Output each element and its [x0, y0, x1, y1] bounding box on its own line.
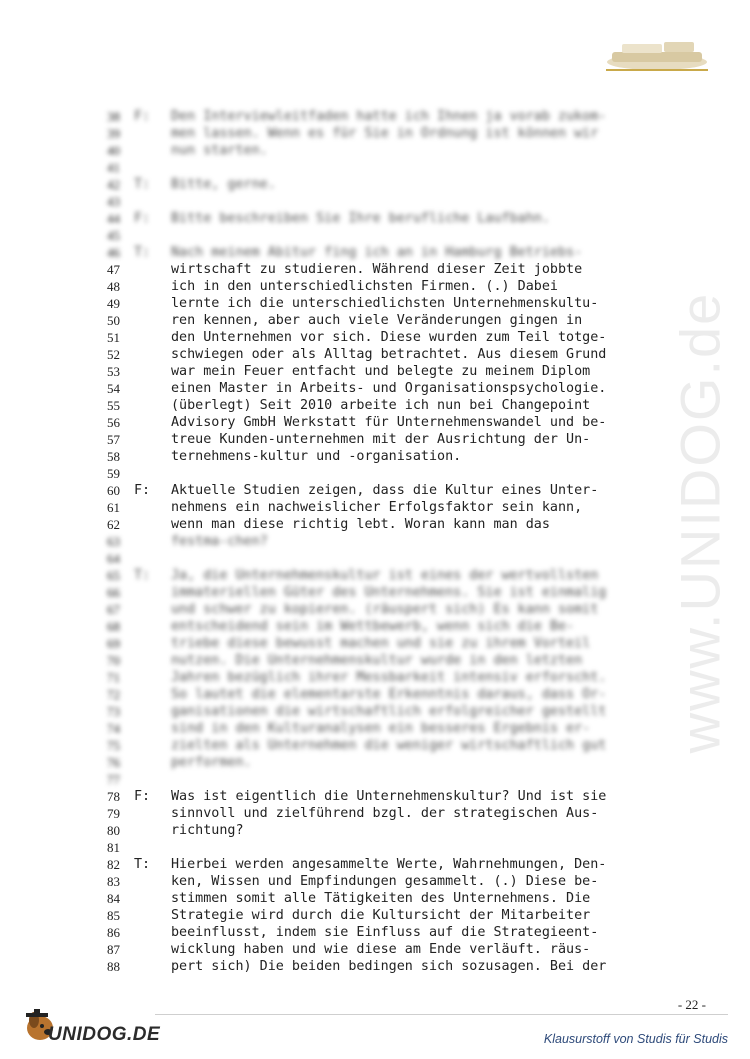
line-number: 52	[107, 347, 120, 362]
line-text: lernte ich die unterschiedlichsten Unternehmenskultu-	[171, 296, 599, 311]
speaker-label	[134, 125, 156, 142]
line-number: 43	[107, 194, 120, 209]
line-number: 45	[107, 228, 120, 243]
speaker-label	[134, 516, 156, 533]
speaker-label	[134, 907, 156, 924]
transcript-line	[100, 380, 680, 397]
top-logo-image	[602, 38, 712, 74]
line-text: Nach meinem Abitur fing ich an in Hamburg Betriebs-	[171, 245, 583, 260]
speaker-label	[134, 584, 156, 601]
footer-slogan: Klausurstoff von Studis für Studis	[543, 1032, 728, 1046]
line-text: ganisationen die wirtschaftlich erfolgreicher gestellt	[171, 704, 607, 719]
line-number: 39	[107, 126, 120, 141]
line-text: schwiegen oder als Alltag betrachtet. Aus diesem Grund	[171, 347, 607, 362]
transcript-line	[100, 176, 680, 193]
speaker-label	[134, 941, 156, 958]
speaker-label	[134, 924, 156, 941]
speaker-label	[134, 380, 156, 397]
speaker-label	[134, 261, 156, 278]
speaker-label: T:	[134, 177, 151, 192]
line-number: 86	[107, 925, 120, 940]
line-text	[171, 227, 680, 244]
line-number: 42	[107, 177, 120, 192]
brand-name: UNIDOG.DE	[48, 1024, 161, 1045]
speaker-label	[134, 805, 156, 822]
line-number: 82	[107, 857, 120, 872]
line-text: zielten als Unternehmen die weniger wirtschaftlich gut	[171, 738, 607, 753]
transcript-line	[100, 737, 680, 754]
transcript-line	[100, 499, 680, 516]
line-number: 48	[107, 279, 120, 294]
transcript-line	[100, 771, 680, 788]
line-number: 78	[107, 789, 120, 804]
transcript-line	[100, 244, 680, 261]
line-text: Ja, die Unternehmenskultur ist eines der wertvollsten	[171, 568, 599, 583]
speaker-label	[134, 635, 156, 652]
transcript-line	[100, 278, 680, 295]
line-number: 66	[107, 585, 120, 600]
transcript-line	[100, 822, 680, 839]
line-text: einen Master in Arbeits- und Organisationspsychologie.	[171, 381, 607, 396]
line-number: 77	[107, 772, 120, 787]
speaker-label	[134, 550, 156, 567]
transcript-line	[100, 448, 680, 465]
line-number: 63	[107, 534, 120, 549]
line-text: und schwer zu kopieren. (räuspert sich) Es kann somit	[171, 602, 599, 617]
speaker-label	[134, 822, 156, 839]
line-number: 64	[107, 551, 120, 566]
line-number: 79	[107, 806, 120, 821]
speaker-label	[134, 363, 156, 380]
line-number: 74	[107, 721, 120, 736]
speaker-label	[134, 618, 156, 635]
line-text	[171, 771, 680, 788]
speaker-label	[134, 414, 156, 431]
speaker-label	[134, 193, 156, 210]
speaker-label	[134, 669, 156, 686]
line-number: 75	[107, 738, 120, 753]
transcript-line	[100, 312, 680, 329]
transcript-line	[100, 159, 680, 176]
transcript-line	[100, 924, 680, 941]
line-text: Jahren bezüglich ihrer Messbarkeit intensiv erforscht.	[171, 670, 607, 685]
line-number: 68	[107, 619, 120, 634]
transcript-line	[100, 550, 680, 567]
line-text: richtung?	[171, 823, 244, 838]
line-number: 49	[107, 296, 120, 311]
footer-divider	[155, 1014, 728, 1015]
line-number: 71	[107, 670, 120, 685]
watermark-text: www.UNIDOG.de	[668, 291, 732, 754]
transcript-line	[100, 788, 680, 805]
line-number: 58	[107, 449, 120, 464]
line-text: stimmen somit alle Tätigkeiten des Unternehmens. Die	[171, 891, 591, 906]
transcript-line	[100, 482, 680, 499]
speaker-label: F:	[134, 483, 151, 498]
line-text: treue Kunden-unternehmen mit der Ausrichtung der Un-	[171, 432, 591, 447]
line-number: 69	[107, 636, 120, 651]
transcript-line	[100, 193, 680, 210]
line-text: nehmens ein nachweislicher Erfolgsfaktor sein kann,	[171, 500, 583, 515]
line-text: men lassen. Wenn es für Sie in Ordnung ist können wir	[171, 126, 599, 141]
transcript-line	[100, 618, 680, 635]
speaker-label	[134, 771, 156, 788]
line-text: sind in den Kulturanalysen ein besseres Ergebnis er-	[171, 721, 591, 736]
transcript-line	[100, 958, 680, 975]
line-text: nun starten.	[171, 143, 268, 158]
line-number: 56	[107, 415, 120, 430]
line-number: 62	[107, 517, 120, 532]
line-text: Den Interviewleitfaden hatte ich Ihnen ja vorab zukom-	[171, 109, 607, 124]
speaker-label	[134, 278, 156, 295]
line-number: 55	[107, 398, 120, 413]
transcript-line	[100, 431, 680, 448]
transcript-line	[100, 754, 680, 771]
line-number: 83	[107, 874, 120, 889]
transcript-line	[100, 703, 680, 720]
transcript-line	[100, 652, 680, 669]
line-text: ren kennen, aber auch viele Veränderungen gingen in	[171, 313, 583, 328]
speaker-label: T:	[134, 568, 151, 583]
speaker-label: F:	[134, 211, 151, 226]
line-number: 65	[107, 568, 120, 583]
line-number: 80	[107, 823, 120, 838]
line-number: 85	[107, 908, 120, 923]
line-text	[171, 465, 680, 482]
speaker-label	[134, 652, 156, 669]
speaker-label	[134, 431, 156, 448]
speaker-label	[134, 873, 156, 890]
line-text	[171, 839, 680, 856]
line-text: wirtschaft zu studieren. Während dieser Zeit jobbte	[171, 262, 583, 277]
line-number: 81	[107, 840, 120, 855]
speaker-label	[134, 890, 156, 907]
transcript-line	[100, 142, 680, 159]
line-text: Aktuelle Studien zeigen, dass die Kultur eines Unter-	[171, 483, 599, 498]
line-number: 51	[107, 330, 120, 345]
page-number: - 22 -	[677, 997, 706, 1012]
speaker-label	[134, 295, 156, 312]
speaker-label: F:	[134, 109, 151, 124]
transcript-line	[100, 125, 680, 142]
line-text: Bitte beschreiben Sie Ihre berufliche Laufbahn.	[171, 211, 550, 226]
line-text: wicklung haben und wie diese am Ende verläuft. räus-	[171, 942, 591, 957]
speaker-label: F:	[134, 789, 151, 804]
line-text: So lautet die elementarste Erkenntnis daraus, dass Or-	[171, 687, 607, 702]
line-text: ternehmens-kultur und -organisation.	[171, 449, 462, 464]
speaker-label	[134, 397, 156, 414]
line-number: 50	[107, 313, 120, 328]
speaker-label	[134, 465, 156, 482]
line-number: 84	[107, 891, 120, 906]
transcript-line	[100, 363, 680, 380]
transcript-line	[100, 941, 680, 958]
speaker-label: T:	[134, 245, 151, 260]
transcript-line	[100, 907, 680, 924]
line-number: 57	[107, 432, 120, 447]
line-text: den Unternehmen vor sich. Diese wurden zum Teil totge-	[171, 330, 607, 345]
transcript-line	[100, 210, 680, 227]
line-number: 61	[107, 500, 120, 515]
line-number: 46	[107, 245, 120, 260]
line-number: 47	[107, 262, 120, 277]
line-number: 72	[107, 687, 120, 702]
transcript-line	[100, 890, 680, 907]
line-number: 40	[107, 143, 120, 158]
transcript-body	[100, 108, 680, 975]
line-number: 38	[107, 109, 120, 124]
speaker-label	[134, 227, 156, 244]
line-text: war mein Feuer entfacht und belegte zu meinem Diplom	[171, 364, 591, 379]
line-number: 54	[107, 381, 120, 396]
speaker-label	[134, 754, 156, 771]
line-text: triebe diese bewusst machen und sie zu ihrem Vorteil	[171, 636, 591, 651]
line-text: immateriellen Güter des Unternehmens. Sie ist einmalig	[171, 585, 607, 600]
transcript-line	[100, 346, 680, 363]
speaker-label	[134, 499, 156, 516]
line-text: ich in den unterschiedlichsten Firmen. (.) Dabei	[171, 279, 558, 294]
line-text: (überlegt) Seit 2010 arbeite ich nun bei Changepoint	[171, 398, 591, 413]
transcript-line	[100, 873, 680, 890]
speaker-label	[134, 703, 156, 720]
speaker-label: T:	[134, 857, 151, 872]
transcript-line	[100, 295, 680, 312]
transcript-line	[100, 108, 680, 125]
transcript-line	[100, 720, 680, 737]
speaker-label	[134, 142, 156, 159]
line-number: 70	[107, 653, 120, 668]
line-number: 44	[107, 211, 120, 226]
speaker-label	[134, 601, 156, 618]
transcript-line	[100, 584, 680, 601]
line-text: entscheidend sein im Wettbewerb, wenn sich die Be-	[171, 619, 575, 634]
speaker-label	[134, 737, 156, 754]
speaker-label	[134, 312, 156, 329]
line-number: 67	[107, 602, 120, 617]
speaker-label	[134, 839, 156, 856]
speaker-label	[134, 533, 156, 550]
line-text: Bitte, gerne.	[171, 177, 276, 192]
line-text: wenn man diese richtig lebt. Woran kann man das	[171, 517, 550, 532]
transcript-line	[100, 465, 680, 482]
transcript-line	[100, 839, 680, 856]
line-text: sinnvoll und zielführend bzgl. der strategischen Aus-	[171, 806, 599, 821]
line-number: 41	[107, 160, 120, 175]
speaker-label	[134, 159, 156, 176]
line-text: Strategie wird durch die Kultursicht der Mitarbeiter	[171, 908, 591, 923]
transcript-line	[100, 805, 680, 822]
transcript-line	[100, 567, 680, 584]
line-text: beeinflusst, indem sie Einfluss auf die Strategieent-	[171, 925, 599, 940]
transcript-line	[100, 669, 680, 686]
line-text: performen.	[171, 755, 252, 770]
line-number: 87	[107, 942, 120, 957]
transcript-line	[100, 414, 680, 431]
speaker-label	[134, 958, 156, 975]
line-number: 88	[107, 959, 120, 974]
line-text: Was ist eigentlich die Unternehmenskultur? Und ist sie	[171, 789, 607, 804]
speaker-label	[134, 448, 156, 465]
speaker-label	[134, 686, 156, 703]
line-number: 59	[107, 466, 120, 481]
transcript-line	[100, 856, 680, 873]
line-text: ken, Wissen und Empfindungen gesammelt. (.) Diese be-	[171, 874, 599, 889]
transcript-line	[100, 686, 680, 703]
line-text: nutzen. Die Unternehmenskultur wurde in den letzten	[171, 653, 583, 668]
transcript-line	[100, 329, 680, 346]
speaker-label	[134, 329, 156, 346]
transcript-line	[100, 397, 680, 414]
line-text	[171, 550, 680, 567]
line-text	[171, 159, 680, 176]
transcript-line	[100, 227, 680, 244]
transcript-line	[100, 516, 680, 533]
line-number: 60	[107, 483, 120, 498]
line-number: 53	[107, 364, 120, 379]
line-text	[171, 193, 680, 210]
line-number: 73	[107, 704, 120, 719]
transcript-line	[100, 261, 680, 278]
transcript-line	[100, 533, 680, 550]
line-text: festma-chen?	[171, 534, 268, 549]
line-text: Advisory GmbH Werkstatt für Unternehmenswandel und be-	[171, 415, 607, 430]
line-text: Hierbei werden angesammelte Werte, Wahrnehmungen, Den-	[171, 857, 607, 872]
transcript-line	[100, 601, 680, 618]
transcript-line	[100, 635, 680, 652]
speaker-label	[134, 346, 156, 363]
speaker-label	[134, 720, 156, 737]
line-text: pert sich) Die beiden bedingen sich sozusagen. Bei der	[171, 959, 607, 974]
line-number: 76	[107, 755, 120, 770]
